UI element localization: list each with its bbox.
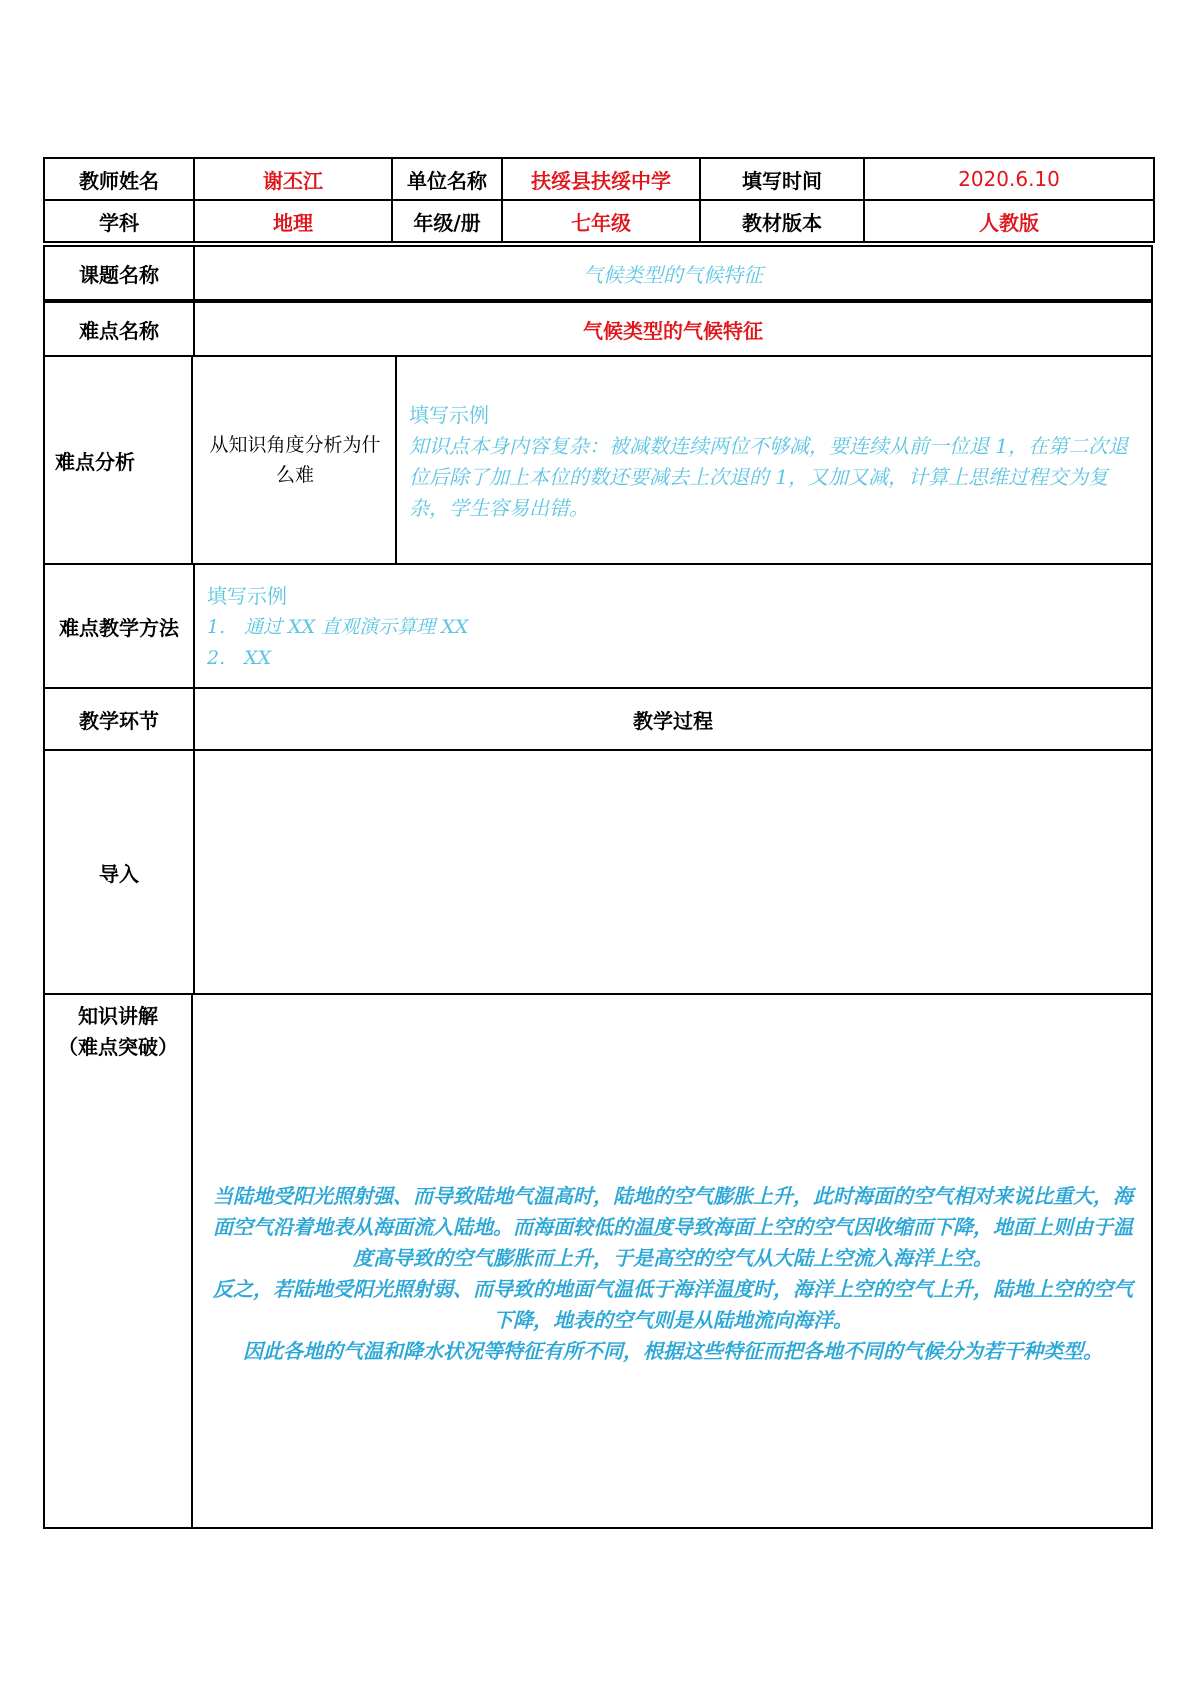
knowledge-text	[205, 1181, 1141, 1367]
knowledge-row	[43, 995, 1153, 1529]
intro-label: 导入	[45, 751, 195, 993]
analysis-example-title: 填写示例	[409, 403, 489, 427]
topic-row	[43, 245, 1153, 301]
method-item: 1. 通过 XX 直观演示算理 XX	[207, 616, 469, 638]
unit-value[interactable]: 扶绥县扶绥中学	[502, 158, 700, 200]
analysis-sub-label: 从知识角度分析为什么难	[195, 357, 397, 563]
knowledge-label-line2: （难点突破）	[58, 1035, 178, 1059]
topic-label: 课题名称	[45, 247, 195, 299]
process-stage-header: 教学环节	[45, 689, 195, 749]
teacher-label: 教师姓名	[44, 158, 194, 200]
info-table	[43, 157, 1155, 243]
topic-cell[interactable]	[195, 247, 1151, 299]
knowledge-paragraph: 反之，若陆地受阳光照射弱、而导致的地面气温低于海洋温度时，海洋上空的空气上升，陆地上空的空气下降，地表的空气则是从陆地流向海洋。	[213, 1277, 1133, 1332]
textbook-label: 教材版本	[700, 200, 864, 242]
analysis-label: 难点分析	[45, 357, 193, 563]
method-item: 2. XX	[207, 647, 272, 669]
textbook-value[interactable]: 人教版	[864, 200, 1154, 242]
knowledge-label-line1: 知识讲解	[78, 1004, 158, 1028]
process-header-row	[43, 689, 1153, 751]
difficulty-cell[interactable]	[195, 303, 1151, 355]
subject-label: 学科	[44, 200, 194, 242]
date-value[interactable]: 2020.6.10	[864, 158, 1154, 200]
method-label: 难点教学方法	[45, 565, 195, 687]
knowledge-paragraph: 因此各地的气温和降水状况等特征有所不同，根据这些特征而把各地不同的气候分为若干种类型。	[243, 1339, 1103, 1363]
method-example-title: 填写示例	[207, 584, 287, 608]
analysis-example-text: 知识点本身内容复杂：被减数连续两位不够减，要连续从前一位退 1，在第二次退位后除了加上本位的数还要减去上次退的 1，又加又减，计算上思维过程交为复杂，学生容易出错。	[409, 434, 1129, 520]
analysis-example[interactable]	[409, 399, 1143, 524]
unit-label: 单位名称	[392, 158, 502, 200]
analysis-row	[43, 357, 1153, 565]
info-row-2	[44, 200, 1154, 242]
topic-value: 气候类型的气候特征	[583, 262, 763, 287]
grade-value[interactable]: 七年级	[502, 200, 700, 242]
difficulty-value: 气候类型的气候特征	[583, 318, 763, 343]
grade-label: 年级/册	[392, 200, 502, 242]
knowledge-label	[45, 995, 193, 1527]
info-row-1	[44, 158, 1154, 200]
date-label: 填写时间	[700, 158, 864, 200]
knowledge-paragraph: 当陆地受阳光照射强、而导致陆地气温高时，陆地的空气膨胀上升，此时海面的空气相对来说比重大，海面空气沿着地表从海面流入陆地。而海面较低的温度导致海面上空的空气因收缩而下降，地面上则由于温度高导致的空气膨胀而上升，于是高空的空气从大陆上空流入海洋上空。	[213, 1184, 1133, 1270]
difficulty-label: 难点名称	[45, 303, 195, 355]
subject-value[interactable]: 地理	[194, 200, 392, 242]
method-row	[43, 565, 1153, 689]
analysis-cell	[195, 357, 1151, 563]
process-content-header: 教学过程	[633, 708, 713, 733]
intro-row	[43, 751, 1153, 995]
lesson-design-form	[43, 157, 1153, 1363]
teacher-value[interactable]: 谢丕江	[194, 158, 392, 200]
intro-content[interactable]	[195, 751, 1151, 993]
difficulty-row	[43, 301, 1153, 357]
method-cell[interactable]	[195, 565, 1151, 687]
knowledge-content[interactable]	[195, 995, 1151, 1527]
